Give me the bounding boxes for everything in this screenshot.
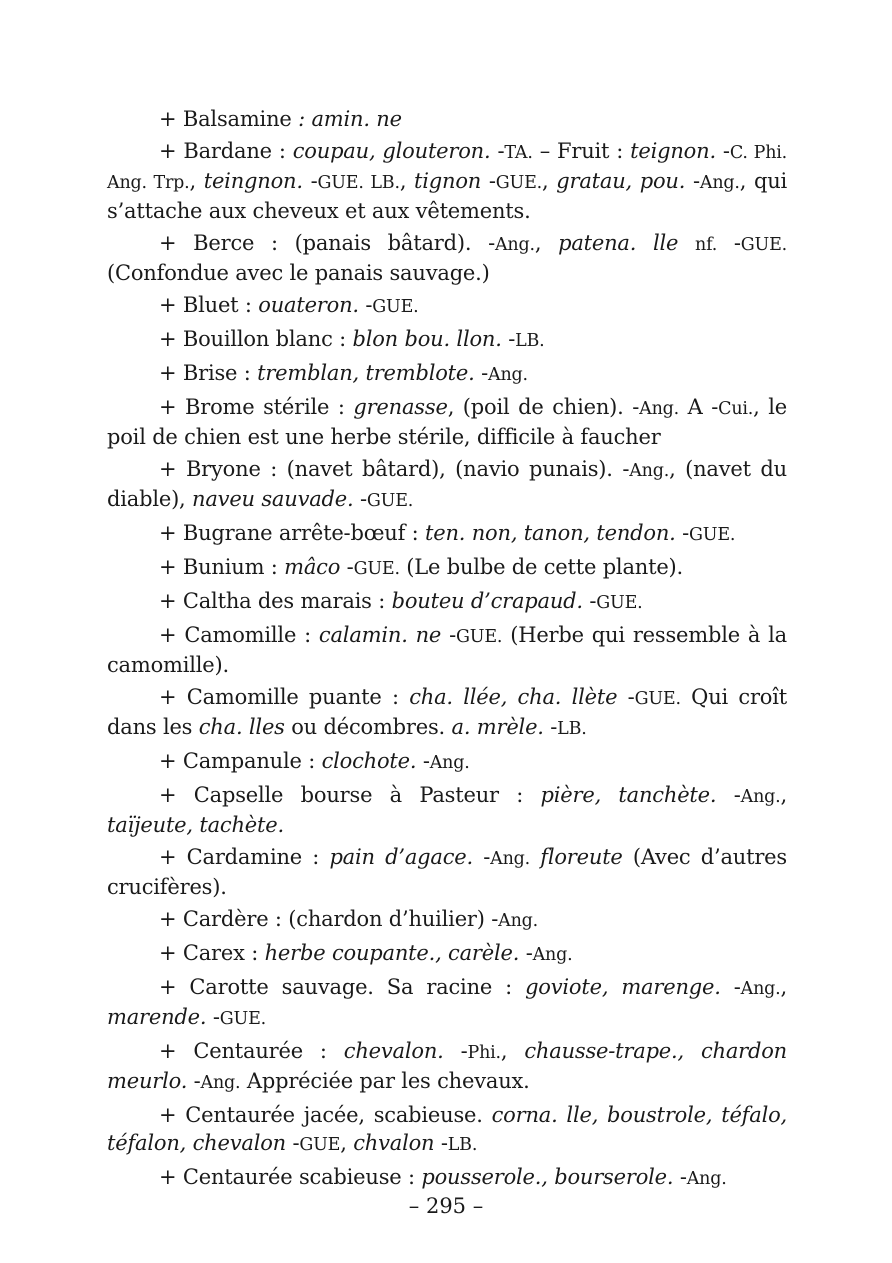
glossary-entry (107, 843, 794, 901)
source-abbreviation: Ang. (740, 787, 781, 807)
glossary-entry (107, 553, 787, 583)
source-abbreviation: GUE. (456, 627, 503, 647)
source-abbreviation: Ang. (429, 753, 470, 773)
entry-text: + Bardane : (159, 139, 293, 163)
source-abbreviation: GUE. (372, 297, 419, 317)
entry-text: + Bluet : (159, 293, 259, 317)
entry-text: + Capselle bourse à Pasteur : (159, 783, 541, 807)
entry-text: A - (679, 395, 719, 419)
source-abbreviation: LB. (515, 331, 545, 351)
entry-text: - (285, 1131, 300, 1155)
entry-text: - (673, 1165, 687, 1189)
entry-text: + Centaurée scabieuse : (159, 1165, 422, 1189)
dialect-term: ten. non, tanon, tendon. (424, 521, 676, 545)
entry-text: (Herbe qui ressemble à la camomille). (107, 623, 794, 677)
glossary-entries (107, 105, 794, 1197)
entry-text: - (715, 139, 730, 163)
entry-text: , (542, 169, 557, 193)
dialect-term: grenasse (353, 395, 448, 419)
source-abbreviation: LB. (557, 719, 587, 739)
entry-text: , (399, 169, 415, 193)
entry-text: (Le bulbe de cette plante). (399, 555, 684, 579)
entry-text: - (716, 783, 741, 807)
dialect-term: chvalon (353, 1131, 435, 1155)
dialect-term: patena. lle (558, 231, 679, 255)
source-abbreviation: LB. (447, 1135, 478, 1155)
entry-text: – Fruit : (532, 139, 631, 163)
glossary-entry (107, 781, 794, 839)
entry-text (530, 845, 540, 869)
source-abbreviation: Ang. (629, 461, 670, 481)
entry-text: , (189, 169, 204, 193)
entry-text: + Camomille : (159, 623, 319, 647)
entry-text: - (543, 715, 558, 739)
source-abbreviation: GUE. (596, 593, 643, 613)
source-abbreviation: Ang. (490, 849, 530, 869)
entry-text: , (780, 783, 794, 807)
dialect-term: corna. lle, boustrole, téfalo, téfalon, chevalon (107, 1103, 794, 1155)
dialect-term: pière, tanchète. (540, 783, 717, 807)
source-abbreviation: GUE. (353, 559, 400, 579)
entry-text: ou décombres. (284, 715, 452, 739)
entry-text: - (720, 975, 741, 999)
source-abbreviation: GUE. (495, 173, 543, 193)
entry-text: - (187, 1069, 201, 1093)
entry-text: - (519, 941, 533, 965)
glossary-entry (107, 587, 787, 617)
source-abbreviation: Cui. (718, 399, 754, 419)
entry-text: Appréciée par les chevaux. (240, 1069, 530, 1093)
source-abbreviation: TA. (504, 143, 533, 163)
entry-text: + Balsamine (159, 107, 299, 131)
entry-text: , (340, 1131, 354, 1155)
entry-text: , (poil de chien). - (447, 395, 640, 419)
entry-text: + Bryone : (navet bâtard), (navio punais). - (159, 457, 630, 481)
dialect-term: tremblan, tremblote. (257, 361, 475, 385)
entry-text: + Bugrane arrête-bœuf : (159, 521, 425, 545)
glossary-entry (107, 939, 787, 969)
entry-text: - (416, 749, 430, 773)
glossary-entry (107, 1101, 794, 1159)
source-abbreviation: Phi. (467, 1043, 501, 1063)
entry-text: - (617, 685, 635, 709)
glossary-entry (107, 1037, 794, 1097)
entry-text: - (358, 293, 373, 317)
source-abbreviation: Ang. (686, 1169, 727, 1189)
source-abbreviation: GUE (299, 1135, 341, 1155)
dialect-term: chevalon. (343, 1039, 444, 1063)
entry-text: - (353, 487, 367, 511)
entry-text: - (434, 1131, 448, 1155)
entry-text: + Carex : (159, 941, 265, 965)
entry-text: + Berce : (panais bâtard). - (159, 231, 495, 255)
dialect-term: clochote. (321, 749, 417, 773)
entry-text: + Bunium : (159, 555, 285, 579)
glossary-entry (107, 519, 787, 549)
entry-text: (Avec d’autres crucifères). (107, 845, 794, 899)
entry-text: , (navet du diable), (107, 457, 794, 511)
glossary-entry (107, 325, 787, 355)
entry-text: Qui croît dans les (107, 685, 794, 739)
entry-text: + Camomille puante : (159, 685, 410, 709)
dialect-term: tignon (414, 169, 482, 193)
dialect-term: a. mrèle. (451, 715, 544, 739)
entry-text: + Brise : (159, 361, 258, 385)
entry-text: - (340, 555, 354, 579)
entry-text: - (206, 1005, 220, 1029)
entry-text: + Brome stérile : (159, 395, 354, 419)
entry-text (678, 231, 695, 255)
source-abbreviation: Ang. (200, 1073, 241, 1093)
dialect-term: teingnon. (203, 169, 303, 193)
source-abbreviation: Ang. (699, 173, 740, 193)
entry-text: - (501, 327, 516, 351)
glossary-entry (107, 359, 787, 389)
entry-text: - (685, 169, 700, 193)
glossary-entry (107, 229, 794, 287)
dialect-term: : amin. ne (298, 107, 402, 131)
glossary-entry (107, 747, 787, 777)
source-abbreviation: Ang. (639, 399, 680, 419)
source-abbreviation: GUE. (740, 235, 788, 255)
entry-text: - (717, 231, 741, 255)
entry-text: - (675, 521, 690, 545)
dialect-term: ouateron. (258, 293, 359, 317)
entry-text: - (481, 169, 496, 193)
page-number: – 295 – (408, 1194, 484, 1218)
entry-text: - (474, 361, 489, 385)
dialect-term: blon bou. llon. (352, 327, 502, 351)
dialect-term: chausse-trape., chardon meurlo. (107, 1039, 794, 1093)
entry-text: + Cardère : (chardon d’huilier) - (159, 907, 499, 931)
entry-text: - (441, 623, 457, 647)
dialect-term: mâco (284, 555, 341, 579)
source-abbreviation: Ang. (488, 365, 528, 385)
source-abbreviation: GUE. (219, 1009, 267, 1029)
dialect-term: pousserole., bourserole. (421, 1165, 674, 1189)
source-abbreviation: nf. (695, 235, 718, 255)
source-abbreviation: Ang. (532, 945, 573, 965)
entry-text: + Carotte sauvage. Sa racine : (159, 975, 526, 999)
dialect-term: cha. llée, cha. llète (409, 685, 618, 709)
source-abbreviation: Ang. (498, 911, 539, 931)
entry-text: , qui s’attache aux cheveux et aux vêtements. (107, 169, 794, 223)
glossary-entry (107, 455, 794, 515)
source-abbreviation: GUE. (689, 525, 736, 545)
dialect-term: taïjeute, tachète. (107, 813, 284, 837)
entry-text: + Campanule : (159, 749, 322, 773)
dialect-term: marende. (107, 1005, 207, 1029)
entry-text: - (490, 139, 505, 163)
entry-text: , (780, 975, 794, 999)
dialect-term: pain d’agace. (329, 845, 473, 869)
entry-text: + Centaurée : (159, 1039, 344, 1063)
entry-text: - (582, 589, 597, 613)
entry-text: , (500, 1039, 525, 1063)
entry-text: + Cardamine : (159, 845, 330, 869)
source-abbreviation: Ang. (740, 979, 781, 999)
dialect-term: floreute (540, 845, 623, 869)
glossary-entry (107, 905, 787, 935)
glossary-entry (107, 291, 787, 321)
dialect-term: gratau, pou. (556, 169, 686, 193)
dialect-term: bouteu d’crapaud. (391, 589, 583, 613)
glossary-entry (107, 137, 794, 225)
dialect-term: naveu sauvade. (192, 487, 354, 511)
dialect-term: coupau, glouteron. (292, 139, 491, 163)
source-abbreviation: GUE. (366, 491, 414, 511)
dialect-term: goviote, marenge. (525, 975, 721, 999)
dialect-term: herbe coupante., carèle. (264, 941, 520, 965)
dialect-term: teignon. (630, 139, 716, 163)
entry-text: (Confondue avec le panais sauvage.) (107, 231, 794, 285)
entry-text: - (443, 1039, 468, 1063)
glossary-entry (107, 393, 794, 451)
entry-text: + Centaurée jacée, scabieuse. (159, 1103, 492, 1127)
glossary-entry (107, 105, 787, 133)
glossary-entry (107, 973, 794, 1033)
entry-text: - (302, 169, 318, 193)
glossary-entry (107, 621, 794, 679)
source-abbreviation: GUE. (634, 689, 681, 709)
source-abbreviation: Ang. (494, 235, 535, 255)
dialect-term: calamin. ne (318, 623, 442, 647)
entry-text: + Caltha des marais : (159, 589, 392, 613)
glossary-entry (107, 1163, 787, 1193)
source-abbreviation: C. Phi. Ang. Trp. (107, 143, 793, 193)
entry-text: , le poil de chien est une herbe stérile, difficile à faucher (107, 395, 794, 449)
glossary-entry (107, 683, 794, 743)
entry-text: , (534, 231, 559, 255)
entry-text: + Bouillon blanc : (159, 327, 353, 351)
source-abbreviation: GUE. LB. (317, 173, 400, 193)
entry-text: - (472, 845, 491, 869)
dialect-term: cha. lles (198, 715, 285, 739)
